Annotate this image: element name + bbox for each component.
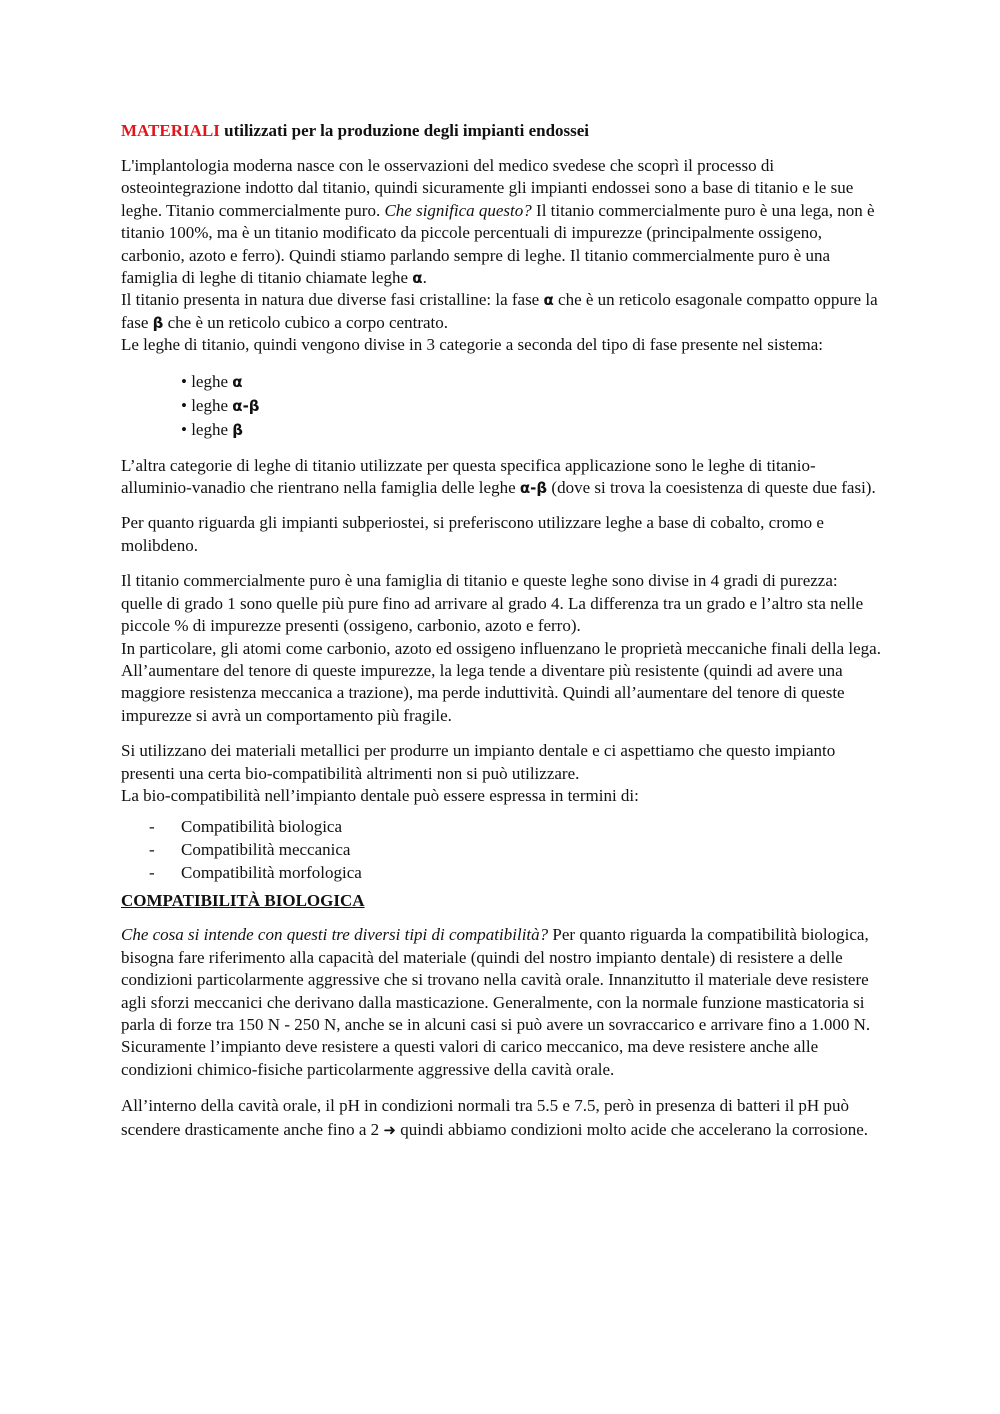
intro-sentence-1 <box>121 155 882 289</box>
bio-text: Per quanto riguarda la compatibilità biologica, bisogna fare riferimento alla capacità del materiale (quindi del nostro impianto dentale) di resistere a delle condizioni particolarmente aggressive che si trovano nella cavità orale. Innanzitutto il materiale deve resistere agli sforzi meccanici che derivano dalla masticazione. Generalmente, con la normale funzione masticatoria si parla di forze tra 150 N - 250 N, anche se in alcuni casi si può avere un sovraccarico e arrivare fino a 1.000 N. Sicuramente l’impianto deve resistere a questi valori di carico meccanico, ma deve resistere anche alle condizioni chimico-fisiche particolarmente aggressive della cavità orale. <box>121 925 871 1079</box>
phase-text-a: Il titanio presenta in natura due diverse fasi cristalline: la fase <box>121 290 544 310</box>
list-item-text: Compatibilità biologica <box>181 817 343 837</box>
grades-paragraph <box>121 570 882 727</box>
list-item-label: • leghe <box>181 371 233 391</box>
arrow-icon: ➜ <box>383 1121 396 1140</box>
dash-marker: - <box>149 817 155 837</box>
ph-text-b: quindi abbiamo condizioni molto acide che accelerano la corrosione. <box>396 1120 869 1140</box>
list-item-label: • leghe <box>181 395 233 415</box>
list-item <box>181 370 882 394</box>
biocompatibility-paragraph <box>121 740 882 807</box>
bio-compat-paragraph <box>121 924 882 1081</box>
section-heading: COMPATIBILITÀ BIOLOGICA <box>121 891 365 911</box>
greek-alpha: α <box>543 291 554 310</box>
dash-marker: - <box>149 840 155 860</box>
intro-paragraph <box>121 155 882 357</box>
list-item <box>149 861 882 884</box>
list-item-label: • leghe <box>181 419 233 439</box>
ph-text-a: All’interno della cavità orale, il pH in condizioni normali tra 5.5 e 7.5, però in presenza di batteri il pH può scendere drasticamente anche fino a 2 <box>121 1096 849 1140</box>
biocomp-text-b: La bio-compatibilità nell’impianto dentale può essere espressa in termini di: <box>121 785 639 805</box>
compatibility-list <box>121 815 882 884</box>
intro-sentence-3: Le leghe di titanio, quindi vengono divise in 3 categorie a seconda del tipo di fase presente nel sistema: <box>121 335 823 355</box>
greek-label: β <box>232 420 244 439</box>
greek-alpha: α <box>412 269 423 288</box>
phase-text-b: che è un reticolo esagonale compatto oppure la fase <box>121 290 878 332</box>
intro-sentence-2 <box>121 289 882 334</box>
list-item <box>149 815 882 838</box>
alloys-text-b: (dove si trova la coesistenza di queste due fasi). <box>547 478 876 498</box>
phase-text-c: che è un reticolo cubico a corpo centrato. <box>163 312 448 332</box>
list-item <box>181 394 882 418</box>
list-item <box>181 418 882 442</box>
biocomp-text-a: Si utilizzano dei materiali metallici per produrre un impianto dentale e ci aspettiamo che questo impianto presenti una certa bio-compatibilità altrimenti non si può utilizzare. <box>121 741 836 783</box>
title-rest: utilizzati per la produzione degli impianti endossei <box>219 121 590 140</box>
list-item <box>149 838 882 861</box>
alloys-paragraph <box>121 455 882 500</box>
ph-paragraph <box>121 1094 882 1142</box>
phase-list <box>121 370 882 442</box>
greek-label: α <box>232 372 243 391</box>
alloys-text-a: L’altra categorie di leghe di titanio utilizzate per questa specifica applicazione sono le leghe di titanio-alluminio-vanadio che rientrano nella famiglia delle leghe <box>121 455 816 498</box>
intro-text-b: Il titanio commercialmente puro è una lega, non è titanio 100%, ma è un titanio modificato da piccole percentuali di impurezze (principalmente ossigeno, carbonio, azoto e ferro). Quindi stiamo parlando sempre di leghe. Il titanio commercialmente puro è una famiglia di leghe di titanio chiamate leghe <box>121 200 875 288</box>
intro-text-end: . <box>422 268 427 288</box>
greek-label: α-β <box>232 396 260 415</box>
dash-marker: - <box>149 863 155 883</box>
subperiostei-paragraph: Per quanto riguarda gli impianti subperiostei, si preferiscono utilizzare leghe a base di cobalto, cromo e molibdeno. <box>121 513 824 555</box>
bio-italic-question: Che cosa si intende con questi tre diversi tipi di compatibilità? <box>121 925 549 945</box>
grades-text-a: Il titanio commercialmente puro è una famiglia di titanio e queste leghe sono divise in 4 gradi di purezza: quelle di grado 1 sono quelle più pure fino ad arrivare al grado 4. La differenza tra un grado e l’altro sta nelle piccole % di impurezze presenti (ossigeno, carbonio, azoto e ferro). <box>121 571 864 636</box>
greek-beta: β <box>152 313 164 332</box>
title-accent: MATERIALI <box>121 121 220 140</box>
document-title <box>121 120 882 142</box>
greek-alpha-beta: α-β <box>519 479 548 498</box>
intro-italic-question: Che significa questo? <box>384 200 532 220</box>
grades-text-b: In particolare, gli atomi come carbonio, azoto ed ossigeno influenzano le proprietà meccaniche finali della lega. All’aumentare del tenore di queste impurezze, la lega tende a diventare più resistente (quindi ad avere una maggiore resistenza meccanica a trazione), ma perde induttività. Quindi all’aumentare del tenore di queste impurezze si avrà un comportamento più fragile. <box>121 638 881 725</box>
intro-text-a: L'implantologia moderna nasce con le osservazioni del medico svedese che scoprì il processo di osteointegrazione indotto dal titanio, quindi sicuramente gli impianti endossei sono a base di titanio e le sue leghe. Titanio commercialmente puro. <box>121 156 854 220</box>
list-item-text: Compatibilità meccanica <box>181 840 351 860</box>
list-item-text: Compatibilità morfologica <box>181 863 362 883</box>
